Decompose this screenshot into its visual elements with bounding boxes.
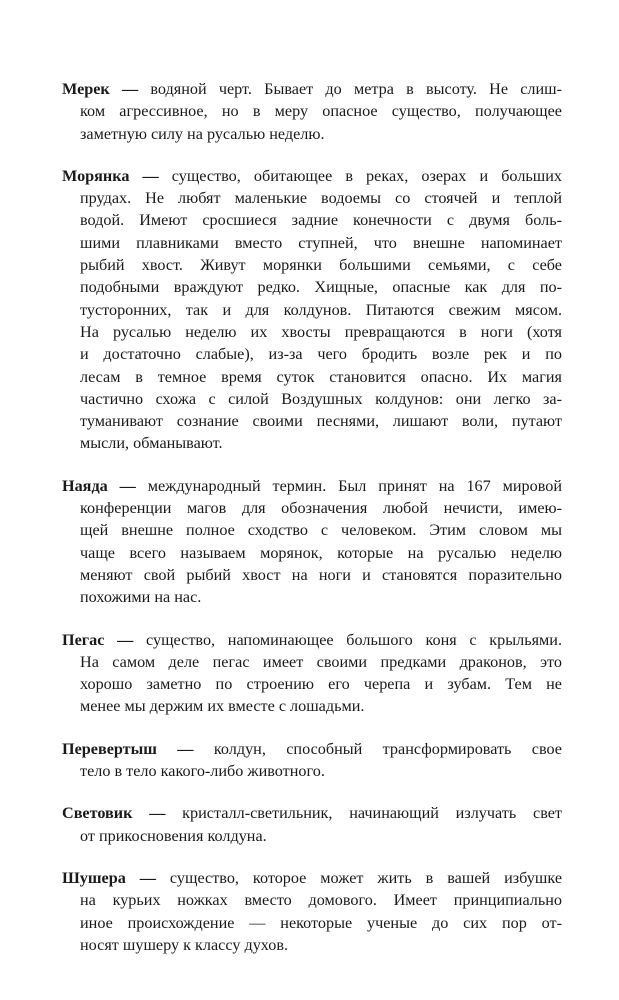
entry-line: На самом деле пегас имеет своими предками драконов, это <box>80 652 562 671</box>
entry-line: тело в тело какого-либо животного. <box>80 762 325 781</box>
entry-line: рыбий хвост. Живут морянки большими семьями, с себе <box>80 256 562 275</box>
entry-line: подобными враждуют редко. Хищные, опасные как для по- <box>80 278 562 297</box>
entry-line: на курьих ножках вместо домового. Имеет принципиально <box>80 891 562 910</box>
entry-dash: — <box>119 476 136 495</box>
entry-line: заметную силу на русалью неделю. <box>80 124 325 143</box>
entry-line: водой. Имеют сросшиеся задние конечности с двумя боль- <box>80 211 562 230</box>
entry-line: международный термин. Был принят на 167 мировой <box>147 476 563 495</box>
entry-line: носят шушеру к классу духов. <box>80 935 289 954</box>
entry-dash: — <box>139 868 156 887</box>
entry-line: тусторонних, так и для колдунов. Питаются свежим мясом. <box>80 300 562 319</box>
entry-term: Мерек <box>62 80 110 98</box>
glossary-entry-pegas <box>62 629 562 718</box>
entry-line: щей внешне полное сходство с человеком. Этим словом мы <box>80 521 562 540</box>
entry-dash: — <box>117 630 134 649</box>
entry-line: конференции магов для обозначения любой нечисти, имею- <box>80 499 562 518</box>
glossary-entry-shushera <box>62 867 562 956</box>
entry-line: похожими на нас. <box>80 588 202 607</box>
entry-line: частично схожа с силой Воздушных колдунов: они легко за- <box>80 389 562 408</box>
entry-line: кристалл-светильник, начинающий излучать свет <box>182 804 563 823</box>
entry-dash: — <box>177 739 194 758</box>
entry-term: Перевертыш <box>62 739 157 758</box>
entry-term: Шушера <box>62 868 126 887</box>
entry-line: ком агрессивное, но в меру опасное существо, получающее <box>80 102 562 121</box>
entry-line: и достаточно слабые), из-за чего бродить возле рек и по <box>80 345 562 364</box>
glossary-entry-merek <box>62 78 562 145</box>
entry-dash: — <box>142 166 159 185</box>
entry-term: Морянка <box>62 166 130 185</box>
glossary-entry-svetovik <box>62 802 562 847</box>
entry-line: иное происхождение — некоторые ученые до сих пор от- <box>80 913 562 932</box>
glossary-entry-moryanka <box>62 165 562 455</box>
entry-line: меняют свой рыбий хвост на ноги и становятся поразительно <box>80 565 562 584</box>
entry-line: туманивают сознание своими песнями, лишают воли, путают <box>80 412 562 431</box>
entry-line: от прикосновения колдуна. <box>80 826 267 845</box>
entry-term: Световик <box>62 804 133 823</box>
entry-line: мысли, обманывают. <box>80 434 223 453</box>
glossary-page <box>62 78 562 976</box>
entry-line: существо, напоминающее большого коня с крыльями. <box>146 630 563 649</box>
entry-line: менее мы держим их вместе с лошадьми. <box>80 697 365 716</box>
entry-line: колдун, способный трансформировать свое <box>213 739 562 758</box>
entry-line: существо, которое может жить в вашей избушке <box>169 868 563 887</box>
glossary-entry-nayada <box>62 475 562 609</box>
entry-line: чаще всего называем морянок, которые на русалью неделю <box>80 543 562 562</box>
glossary-entry-perevertysh <box>62 738 562 783</box>
entry-line: существо, обитающее в реках, озерах и больших <box>171 166 562 185</box>
entry-line: прудах. Не любят маленькие водоемы со стоячей и теплой <box>80 189 562 208</box>
entry-dash: — <box>121 80 139 98</box>
entry-line: шими плавниками вместо ступней, что внешне напоминает <box>80 233 562 252</box>
entry-term: Пегас <box>62 630 105 649</box>
entry-term: Наяда <box>62 476 108 495</box>
entry-line: водяной черт. Бывает до метра в высоту. Не слиш- <box>150 80 563 98</box>
entry-line: лесам в темное время суток становится опасно. Их магия <box>80 367 562 386</box>
entry-line: хорошо заметно по строению его черепа и зубам. Тем не <box>80 675 562 694</box>
entry-line: На русалью неделю их хвосты превращаются в ноги (хотя <box>80 322 562 341</box>
entry-dash: — <box>149 804 166 823</box>
